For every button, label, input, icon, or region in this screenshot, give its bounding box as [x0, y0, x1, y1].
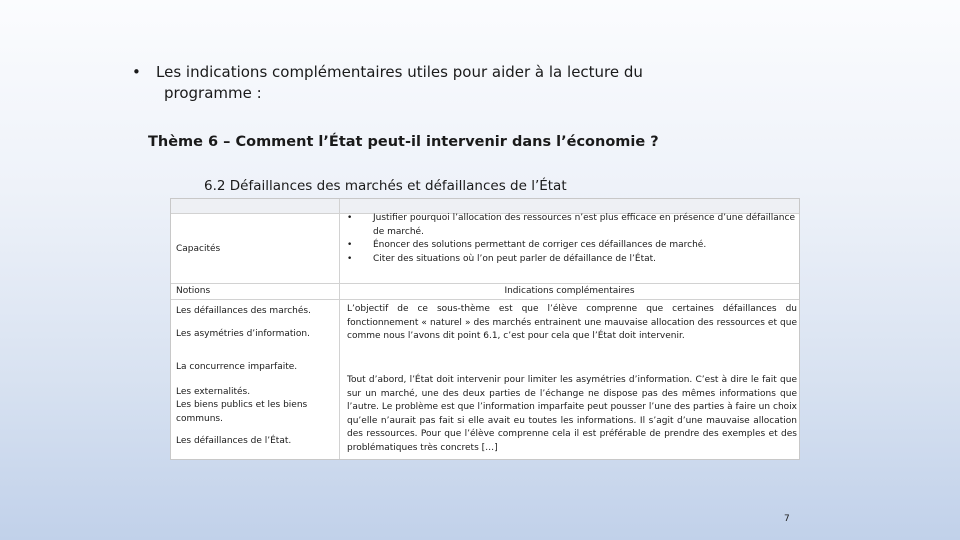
intro-line-1: Les indications complémentaires utiles pour aider à la lecture du — [156, 63, 643, 81]
row-divider-capacites — [171, 283, 799, 284]
indication-paragraph-1: L’objectif de ce sous-thème est que l’élève comprenne que certaines défaillances du fonctionnement « naturel » des marchés entrainent une mauvaise allocation des ressources et que comme nous l’avons dit point 6.1, c’est pour cela que l’État doit intervenir. — [347, 304, 797, 341]
list-item: La concurrence imparfaite. — [176, 362, 298, 372]
list-item: • Justifier pourquoi l’allocation des ressources n’est plus efficace en présence d’une défaillance de marché. — [343, 212, 795, 239]
bullet-marker: • — [132, 63, 141, 81]
list-item: Les défaillances des marchés. — [176, 306, 311, 316]
notions-list — [176, 305, 336, 449]
column-divider — [339, 199, 340, 459]
list-item: Les asymétries d’information. — [176, 328, 310, 339]
indications-header: Indications complémentaires — [504, 286, 635, 296]
capacites-list — [343, 212, 795, 266]
intro-line-2: programme : — [164, 84, 262, 102]
list-item: • Énoncer des solutions permettant de corriger ces défaillances de marché. — [343, 239, 795, 253]
notions-header: Notions — [176, 286, 211, 296]
list-item: • Citer des situations où l’on peut parler de défaillance de l’État. — [343, 253, 795, 267]
theme-title: Thème 6 – Comment l’État peut-il intervenir dans l’économie ? — [148, 134, 659, 150]
list-item: Les défaillances de l’État. — [176, 436, 292, 446]
list-item: Les biens publics et les biens communs. — [176, 400, 308, 424]
capacites-label: Capacités — [176, 244, 221, 254]
row-divider-headers — [171, 299, 799, 300]
list-item: Les externalités. — [176, 386, 251, 397]
indication-paragraph-2: Tout d’abord, l’État doit intervenir pour limiter les asymétries d’information. C’est à dire le fait que sur un marché, une des deux parties de l’échange ne dispose pas des mêmes informations que l’autre. Le problème est que l’information imparfaite peut pousser l’une des parties à faire un choix qu’elle n’aurait pas fait si elle avait eu toutes les informations. Il s’agit d’une mauvaise allocation des ressources. Pour que l’élève comprenne cela il est préférable de prendre des exemples et des problématiques très concrets […] — [347, 375, 797, 453]
program-table — [170, 198, 800, 460]
page-number: 7 — [784, 514, 790, 524]
intro-text — [156, 62, 656, 104]
section-title: 6.2 Défaillances des marchés et défaillances de l’État — [204, 178, 567, 194]
